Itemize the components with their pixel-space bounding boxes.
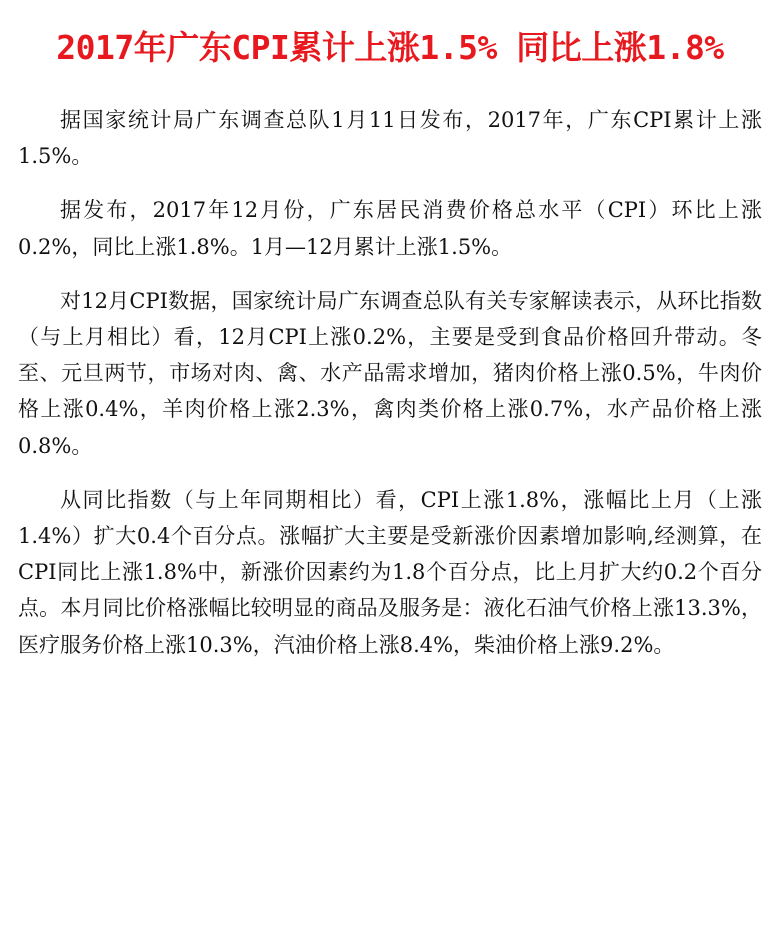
paragraph-2: 据发布，2017年12月份，广东居民消费价格总水平（CPI）环比上涨0.2%，同比上涨1.8%。1月—12月累计上涨1.5%。 bbox=[18, 198, 762, 259]
article-body bbox=[18, 102, 762, 663]
paragraph-4: 从同比指数（与上年同期相比）看，CPI上涨1.8%，涨幅比上月（上涨1.4%）扩大0.4个百分点。涨幅扩大主要是受新涨价因素增加影响,经测算，在CPI同比上涨1.8%中，新涨价因素约为1.8个百分点，比上月扩大约0.2个百分点。本月同比价格涨幅比较明显的商品及服务是：液化石油气价格上涨13.3%，医疗服务价格上涨10.3%，汽油价格上涨8.4%，柴油价格上涨9.2%。 bbox=[18, 487, 762, 657]
article-title: 2017年广东CPI累计上涨1.5% 同比上涨1.8% bbox=[56, 28, 724, 67]
paragraph-1: 据国家统计局广东调查总队1月11日发布，2017年，广东CPI累计上涨1.5%。 bbox=[18, 108, 762, 169]
paragraph-3: 对12月CPI数据，国家统计局广东调查总队有关专家解读表示，从环比指数（与上月相比）看，12月CPI上涨0.2%，主要是受到食品价格回升带动。冬至、元旦两节，市场对肉、禽、水产品需求增加，猪肉价格上涨0.5%，牛肉价格上涨0.4%，羊肉价格上涨2.3%，禽肉类价格上涨0.7%，水产品价格上涨0.8%。 bbox=[18, 288, 762, 458]
